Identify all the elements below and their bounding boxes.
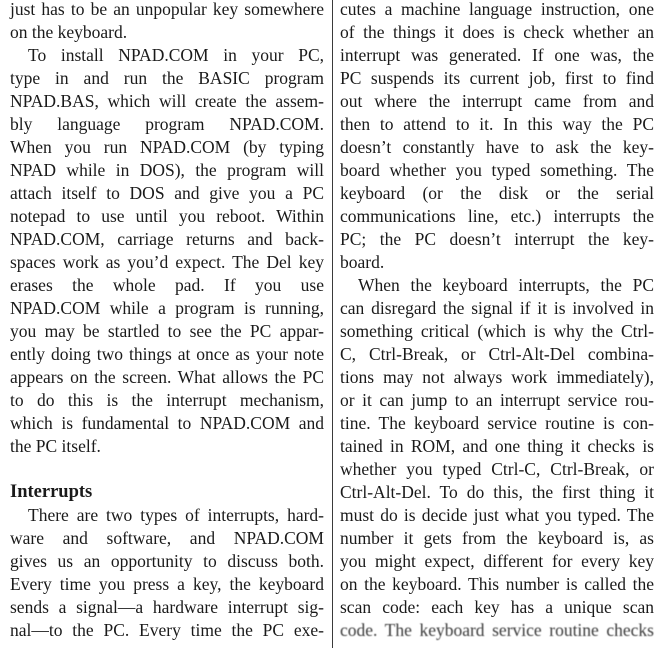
text-line: C, Ctrl-Break, or Ctrl-Alt-Del combina-	[340, 344, 654, 364]
text-line: ently doing two things at once as your note	[10, 344, 324, 364]
text-line: notepad to use until you reboot. Within	[10, 206, 324, 226]
text-line: Ctrl-Alt-Del. To do this, the first thing it	[340, 482, 654, 502]
text-line: gives us an opportunity to discuss both.	[10, 551, 324, 571]
text-line: tions may not always work immediately),	[340, 367, 654, 387]
text-line: ware and software, and NPAD.COM	[10, 528, 324, 548]
column-divider	[332, 0, 333, 648]
text-line: number it gets from the keyboard is, as	[340, 528, 654, 548]
text-line: which is fundamental to NPAD.COM and	[10, 413, 324, 433]
text-line: the PC itself.	[10, 436, 101, 456]
text-line: out where the interrupt came from and	[340, 91, 654, 111]
text-line: code. The keyboard service routine checks	[340, 620, 654, 640]
text-line: type in and run the BASIC program	[10, 68, 324, 88]
text-line: bly language program NPAD.COM.	[10, 114, 324, 134]
text-line: just has to be an unpopular key somewhere	[10, 0, 324, 19]
text-line: nal—to the PC. Every time the PC exe-	[10, 620, 324, 640]
text-line: then to attend to it. In this way the PC	[340, 114, 654, 134]
paragraph-start-line: When the keyboard interrupts, the PC	[358, 275, 654, 295]
text-line: you may be startled to see the PC appar-	[10, 321, 324, 341]
text-line: must do is decide just what you typed. The	[340, 505, 654, 525]
text-line: can disregard the signal if it is involved in	[340, 298, 654, 318]
text-line: attach itself to DOS and give you a PC	[10, 183, 324, 203]
text-line: PC; the PC doesn’t interrupt the key-	[340, 229, 654, 249]
text-line: When you run NPAD.COM (by typing	[10, 137, 324, 157]
text-line: Every time you press a key, the keyboard	[10, 574, 324, 594]
text-line: of the things it does is check whether an	[340, 22, 654, 42]
text-line: tine. The keyboard service routine is con-	[340, 413, 654, 433]
text-line: whether you typed Ctrl-C, Ctrl-Break, or	[340, 459, 654, 479]
text-line: on the keyboard. This number is called the	[340, 574, 654, 594]
text-line: sends a signal—a hardware interrupt sig-	[10, 597, 324, 617]
text-line: NPAD.BAS, which will create the assem-	[10, 91, 324, 111]
text-line: keyboard (or the disk or the serial	[340, 183, 654, 203]
text-line: scan code: each key has a unique scan	[340, 597, 654, 617]
text-line: cutes a machine language instruction, one	[340, 0, 654, 19]
text-line: or it can jump to an interrupt service rou-	[340, 390, 654, 410]
text-line: spaces work as you’d expect. The Del key	[10, 252, 324, 272]
paragraph-start-line: To install NPAD.COM in your PC,	[28, 45, 324, 65]
text-line: on the keyboard.	[10, 22, 128, 42]
paragraph-start-line: There are two types of interrupts, hard-	[28, 505, 324, 525]
text-line: appears on the screen. What allows the PC	[10, 367, 324, 387]
text-line: NPAD.COM, carriage returns and back-	[10, 229, 324, 249]
text-line: NPAD.COM while a program is running,	[10, 298, 324, 318]
text-line: something critical (which is why the Ctrl-	[340, 321, 654, 341]
text-line: erases the whole pad. If you use	[10, 275, 324, 295]
text-line: PC suspends its current job, first to find	[340, 68, 654, 88]
text-line: tained in ROM, and one thing it checks is	[340, 436, 654, 456]
text-line: board.	[340, 252, 385, 272]
text-line: to do this is the interrupt mechanism,	[10, 390, 324, 410]
text-line: you might expect, different for every key	[340, 551, 654, 571]
text-line: interrupt was generated. If one was, the	[340, 45, 654, 65]
text-line: doesn’t constantly have to ask the key-	[340, 137, 654, 157]
text-line: board whether you typed something. The	[340, 160, 654, 180]
section-heading: Interrupts	[10, 482, 93, 502]
text-line: NPAD while in DOS), the program will	[10, 160, 324, 180]
text-line: communications line, etc.) interrupts the	[340, 206, 654, 226]
